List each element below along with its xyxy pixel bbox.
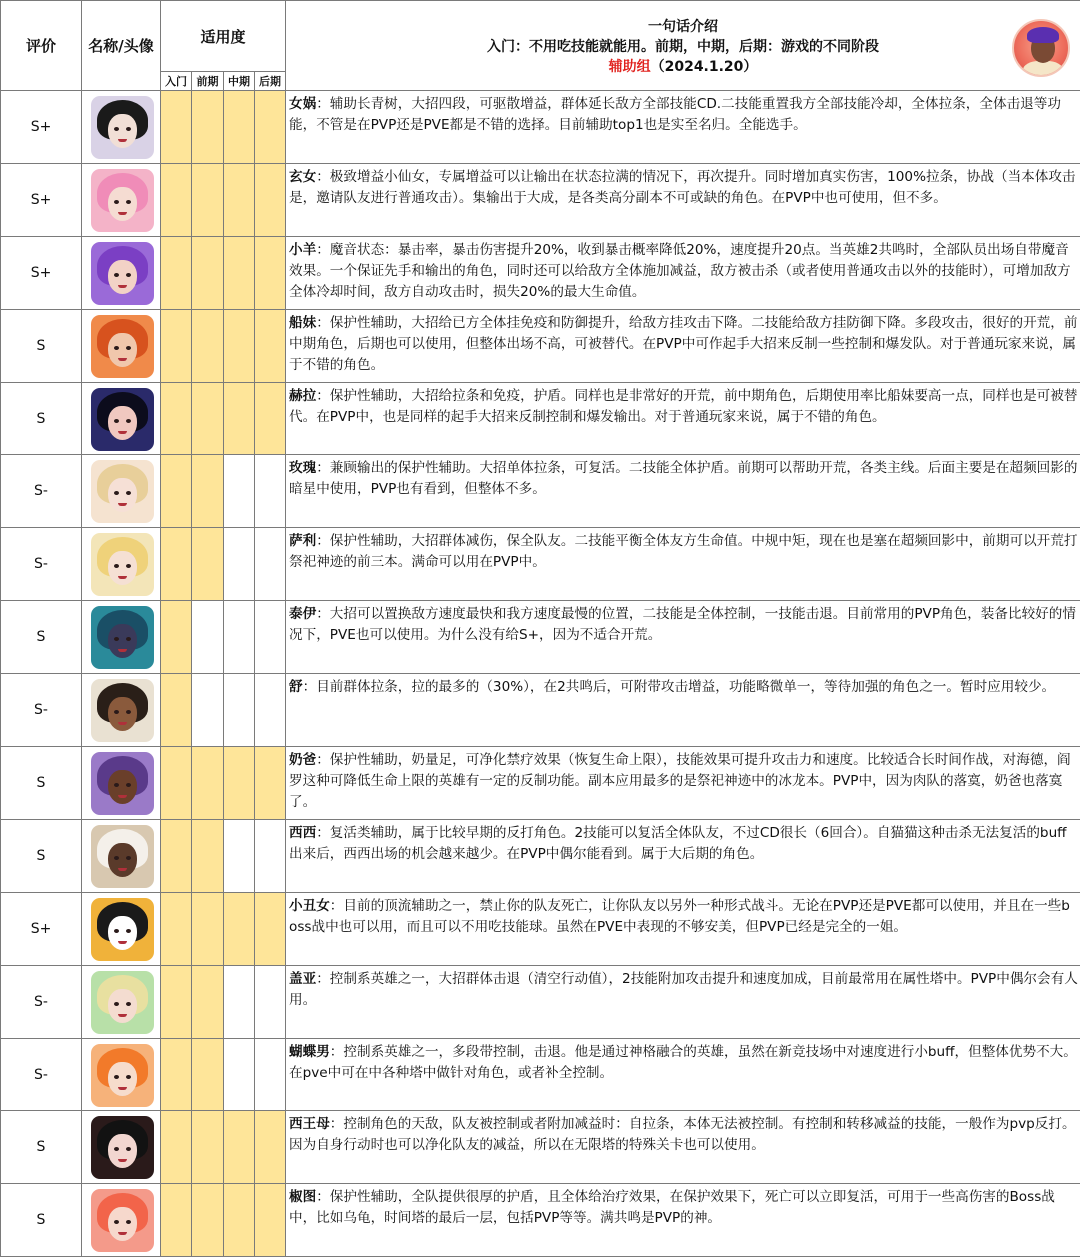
avatar-cell (82, 892, 161, 965)
rating-cell: S+ (1, 163, 82, 236)
avatar-cell (82, 382, 161, 455)
usage-cell-late (255, 1038, 286, 1111)
hero-description: ：大招可以置换敌方速度最快和我方速度最慢的位置，二技能是全体控制，一技能击退。目前常用的PVP角色，装备比较好的情况下，PVE也可以使用。为什么没有给S+，因为不适合开荒。 (289, 606, 1076, 644)
author-avatar (1012, 19, 1070, 77)
hero-name: 泰伊 (289, 606, 317, 623)
hero-avatar (91, 315, 154, 378)
header-usage: 适用度 (161, 1, 286, 72)
hero-description: ：保护性辅助，大招群体减伤，保全队友。二技能平衡全体友方生命值。中规中矩，现在也是塞在超频回影中，前期可以开荒打祭祀神迹的前三本。满命可以用在PVP中。 (289, 533, 1078, 571)
usage-cell-mid (224, 1038, 255, 1111)
usage-cell-late (255, 236, 286, 309)
usage-cell-beginner (161, 309, 192, 382)
hero-description: ：保护性辅助，全队提供很厚的护盾，且全体给治疗效果，在保护效果下，死亡可以立即复活，可用于一些高伤害的Boss战中，比如乌龟，时间塔的最后一层，包括PVP等等。满共鸣是PVP的神。 (289, 1189, 1055, 1227)
usage-cell-early (192, 1038, 224, 1111)
hero-description: ：目前的顶流辅助之一，禁止你的队友死亡，让你队友以另外一种形式战斗。无论在PVP还是PVE都可以使用，并且在一些boss战中也可以用，而且可以不用吃技能球。虽然在PVE中表现的不够安美，但PVP已经是完全的一姐。 (289, 897, 1070, 935)
header-name-avatar: 名称/头像 (82, 1, 161, 91)
rating-cell: S+ (1, 236, 82, 309)
hero-name: 奶爸 (289, 752, 317, 769)
header-rating: 评价 (1, 1, 82, 91)
hero-description: ：控制系英雄之一，多段带控制，击退。他是通过神格融合的英雄，虽然在新竞技场中对速度进行小buff，但整体优势不大。在pve中可在中各种塔中做针对角色，或者补全控制。 (289, 1043, 1077, 1081)
usage-cell-early (192, 601, 224, 674)
avatar-cell (82, 747, 161, 820)
usage-cell-beginner (161, 892, 192, 965)
usage-cell-early (192, 965, 224, 1038)
avatar-cell (82, 674, 161, 747)
avatar-cell (82, 965, 161, 1038)
group-label: 辅助组 (608, 59, 651, 75)
description-cell (286, 455, 1080, 528)
usage-cell-early (192, 674, 224, 747)
rating-cell: S+ (1, 91, 82, 164)
description-subtitle: 入门：不用吃技能就能用。前期，中期，后期：游戏的不同阶段 (487, 39, 880, 55)
description-cell (286, 892, 1080, 965)
description-cell (286, 1111, 1080, 1184)
usage-cell-beginner (161, 1038, 192, 1111)
usage-cell-beginner (161, 455, 192, 528)
usage-cell-mid (224, 892, 255, 965)
hero-description: ：保护性辅助，大招给拉条和免疫，护盾。同样也是非常好的开荒，前中期角色，后期使用率比船妹要高一点，同样也是可被替代。在PVP中，也是同样的起手大招来反制控制和爆发输出。对于普通玩家来说，属于不错的角色。 (289, 387, 1078, 425)
table-row (1, 236, 1080, 309)
usage-cell-early (192, 455, 224, 528)
usage-cell-early (192, 382, 224, 455)
rating-cell: S (1, 1111, 82, 1184)
usage-cell-mid (224, 1111, 255, 1184)
description-cell (286, 674, 1080, 747)
usage-cell-mid (224, 1184, 255, 1257)
usage-cell-mid (224, 163, 255, 236)
usage-cell-late (255, 965, 286, 1038)
table-row (1, 455, 1080, 528)
hero-avatar (91, 825, 154, 888)
usage-cell-mid (224, 91, 255, 164)
hero-description: ：复活类辅助，属于比较早期的反打角色。2技能可以复活全体队友，不过CD很长（6回合）。自猫猫这种击杀无法复活的buff出来后，西西出场的机会越来越少。在PVP中偶尔能看到。属于大后期的角色。 (289, 824, 1067, 862)
usage-cell-beginner (161, 819, 192, 892)
description-cell (286, 309, 1080, 382)
avatar-cell (82, 163, 161, 236)
usage-cell-late (255, 747, 286, 820)
hero-avatar (91, 679, 154, 742)
avatar-cell (82, 91, 161, 164)
rating-cell: S (1, 819, 82, 892)
rating-cell: S- (1, 528, 82, 601)
hero-name: 小丑女 (289, 897, 330, 914)
usage-cell-mid (224, 747, 255, 820)
usage-cell-mid (224, 819, 255, 892)
usage-cell-late (255, 674, 286, 747)
usage-cell-late (255, 455, 286, 528)
rating-cell: S (1, 309, 82, 382)
hero-name: 椒图 (289, 1189, 317, 1206)
hero-avatar (91, 533, 154, 596)
header-phase-mid: 中期 (224, 72, 255, 91)
avatar-cell (82, 236, 161, 309)
usage-cell-mid (224, 601, 255, 674)
hero-description: ：保护性辅助，奶量足，可净化禁疗效果（恢复生命上限），技能效果可提升攻击力和速度。比较适合长时间作战，对海德，阎罗这种可降低生命上限的英雄有一定的反制功能。副本应用最多的是祭祀神迹中的冰龙本。PVP中，因为肉队的落寞，奶爸也落寞了。 (289, 752, 1071, 811)
hero-avatar (91, 388, 154, 451)
hero-description: ：辅助长青树，大招四段，可驱散增益，群体延长敌方全部技能CD.二技能重置我方全部技能冷却，全体拉条，全体击退等功能，不管是在PVP还是PVE都是不错的选择。目前辅助top1也是实至名归。全能选手。 (289, 96, 1061, 133)
table-row (1, 674, 1080, 747)
hero-avatar (91, 1189, 154, 1252)
hero-description: ：极致增益小仙女，专属增益可以让输出在状态拉满的情况下，再次提升。同时增加真实伤害，100%拉条，协战（当本体攻击是，邀请队友进行普通攻击）。集输出于大成，是各类高分副本不可或缺的角色。在PVP中也可使用，但不多。 (289, 168, 1076, 206)
table-row (1, 1038, 1080, 1111)
hero-avatar (91, 606, 154, 669)
hero-avatar (91, 971, 154, 1034)
avatar-cell (82, 1184, 161, 1257)
hero-description: ：控制角色的天敌，队友被控制或者附加减益时：自拉条，本体无法被控制。有控制和转移减益的技能，一般作为pvp反打。因为自身行动时也可以净化队友的减益，所以在无限塔的特殊关卡也可以使用。 (289, 1116, 1076, 1154)
group-line (286, 57, 1080, 77)
hero-avatar (91, 1116, 154, 1179)
hero-avatar (91, 169, 154, 232)
description-cell (286, 747, 1080, 820)
usage-cell-late (255, 382, 286, 455)
hero-description: ：控制系英雄之一，大招群体击退（清空行动值），2技能附加攻击提升和速度加成，目前最常用在属性塔中。PVP中偶尔会有人用。 (289, 970, 1078, 1008)
rating-cell: S- (1, 1038, 82, 1111)
hero-name: 西西 (289, 824, 317, 841)
description-cell (286, 236, 1080, 309)
usage-cell-beginner (161, 163, 192, 236)
description-cell (286, 1184, 1080, 1257)
usage-cell-early (192, 819, 224, 892)
table-row (1, 1111, 1080, 1184)
header-description (286, 1, 1080, 91)
hero-name: 玄女 (289, 168, 317, 185)
hero-name: 舒 (289, 679, 303, 696)
table-row (1, 747, 1080, 820)
rating-cell: S- (1, 965, 82, 1038)
hero-name: 女娲 (289, 96, 317, 112)
usage-cell-early (192, 747, 224, 820)
table-row (1, 601, 1080, 674)
rating-cell: S (1, 747, 82, 820)
description-cell (286, 819, 1080, 892)
header-phase-late: 后期 (255, 72, 286, 91)
description-cell (286, 163, 1080, 236)
hero-name: 玫瑰 (289, 460, 317, 477)
header-phase-beginner: 入门 (161, 72, 192, 91)
table-row (1, 1184, 1080, 1257)
hero-name: 萨利 (289, 533, 317, 550)
avatar-cell (82, 1111, 161, 1184)
table-row (1, 819, 1080, 892)
usage-cell-late (255, 91, 286, 164)
usage-cell-mid (224, 236, 255, 309)
table-row (1, 528, 1080, 601)
table-row (1, 382, 1080, 455)
table-row (1, 892, 1080, 965)
usage-cell-early (192, 1111, 224, 1184)
usage-cell-mid (224, 965, 255, 1038)
usage-cell-early (192, 91, 224, 164)
avatar-cell (82, 309, 161, 382)
description-title: 一句话介绍 (648, 19, 719, 35)
rating-cell: S- (1, 455, 82, 528)
avatar-cell (82, 601, 161, 674)
description-cell (286, 528, 1080, 601)
table-row (1, 309, 1080, 382)
hero-description: ：目前群体拉条，拉的最多的（30%），在2共鸣后，可附带攻击增益，功能略微单一，等待加强的角色之一。暂时应用较少。 (302, 679, 1056, 696)
usage-cell-mid (224, 455, 255, 528)
rating-cell: S (1, 601, 82, 674)
usage-cell-beginner (161, 674, 192, 747)
hero-avatar (91, 242, 154, 305)
hero-name: 赫拉 (289, 387, 317, 404)
usage-cell-late (255, 528, 286, 601)
table-row (1, 965, 1080, 1038)
hero-name: 小羊 (289, 241, 317, 258)
hero-name: 西王母 (289, 1116, 330, 1133)
hero-name: 蝴蝶男 (289, 1043, 330, 1060)
description-cell (286, 1038, 1080, 1111)
hero-avatar (91, 96, 154, 159)
hero-description: ：兼顾输出的保护性辅助。大招单体拉条，可复活。二技能全体护盾。前期可以帮助开荒，各类主线。后面主要是在超频回影的暗星中使用，PVP也有看到，但整体不多。 (289, 460, 1078, 498)
usage-cell-late (255, 819, 286, 892)
usage-cell-beginner (161, 1111, 192, 1184)
avatar-cell (82, 455, 161, 528)
usage-cell-beginner (161, 236, 192, 309)
avatar-cell (82, 819, 161, 892)
avatar-cell (82, 1038, 161, 1111)
hero-avatar (91, 460, 154, 523)
usage-cell-late (255, 309, 286, 382)
hero-avatar (91, 898, 154, 961)
hero-name: 船妹 (289, 314, 317, 331)
usage-cell-late (255, 1111, 286, 1184)
hero-name: 盖亚 (289, 970, 317, 987)
hero-description: ：魔音状态：暴击率，暴击伤害提升20%，收到暴击概率降低20%，速度提升20点。当英雄2共鸣时，全部队员出场自带魔音效果。一个保证先手和输出的角色，同时还可以给敌方全体施加减益，敌方被击杀（或者使用普通攻击以外的技能时），可增加敌方全体冷却时间，敌方自动攻击时，损失20%的最大生命值。 (289, 241, 1071, 300)
usage-cell-early (192, 528, 224, 601)
usage-cell-mid (224, 528, 255, 601)
description-cell (286, 601, 1080, 674)
usage-cell-beginner (161, 528, 192, 601)
usage-cell-beginner (161, 965, 192, 1038)
usage-cell-beginner (161, 747, 192, 820)
usage-cell-early (192, 309, 224, 382)
rating-cell: S (1, 1184, 82, 1257)
usage-cell-early (192, 236, 224, 309)
table-row (1, 91, 1080, 164)
usage-cell-beginner (161, 382, 192, 455)
usage-cell-late (255, 1184, 286, 1257)
description-cell (286, 965, 1080, 1038)
hero-description: ：保护性辅助，大招给已方全体挂免疫和防御提升，给敌方挂攻击下降。二技能给敌方挂防御下降。多段攻击，很好的开荒，前中期角色，后期也可以使用，但整体出场不高，可被替代。在PVP中可作起手大招来反制一些控制和爆发队。对于普通玩家来说，属于不错的角色。 (289, 314, 1078, 373)
hero-avatar (91, 1044, 154, 1107)
table-row (1, 163, 1080, 236)
description-cell (286, 91, 1080, 164)
usage-cell-early (192, 1184, 224, 1257)
rating-cell: S- (1, 674, 82, 747)
usage-cell-late (255, 601, 286, 674)
group-date: （2024.1.20） (650, 59, 758, 75)
rating-cell: S+ (1, 892, 82, 965)
usage-cell-mid (224, 674, 255, 747)
usage-cell-early (192, 163, 224, 236)
rating-cell: S (1, 382, 82, 455)
usage-cell-beginner (161, 601, 192, 674)
usage-cell-late (255, 163, 286, 236)
usage-cell-beginner (161, 1184, 192, 1257)
description-cell (286, 382, 1080, 455)
avatar-cell (82, 528, 161, 601)
usage-cell-mid (224, 382, 255, 455)
usage-cell-early (192, 892, 224, 965)
usage-cell-mid (224, 309, 255, 382)
usage-cell-late (255, 892, 286, 965)
usage-cell-beginner (161, 91, 192, 164)
header-phase-early: 前期 (192, 72, 224, 91)
hero-avatar (91, 752, 154, 815)
